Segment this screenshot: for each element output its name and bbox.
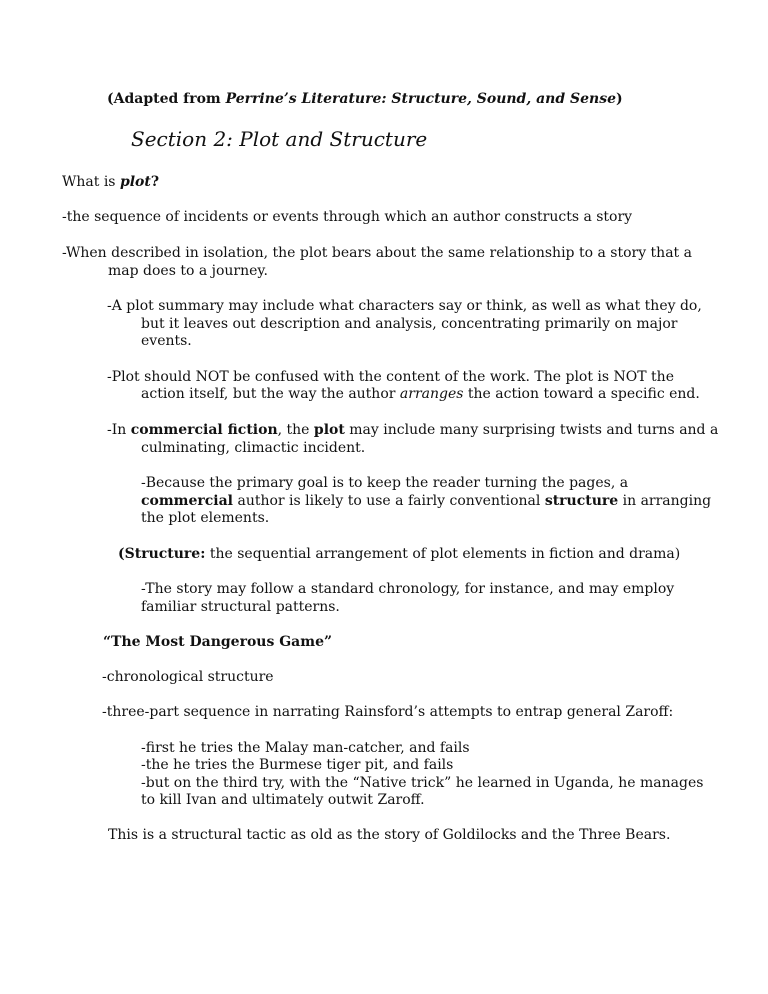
chronology-line-2: familiar structural patterns. — [141, 599, 340, 615]
summary-line-1: -A plot summary may include what characters say or think, as well as what they do, — [107, 298, 702, 314]
structure-text: the sequential arrangement of plot elements in fiction and drama) — [205, 546, 681, 562]
commercial-a: -In — [107, 422, 131, 438]
plot-definition: -the sequence of incidents or events through which an author constructs a story — [62, 209, 633, 225]
commercial-d: may include many surprising twists and turns and a — [344, 422, 719, 438]
story-title — [103, 634, 332, 652]
adapted-suffix: ) — [615, 91, 623, 107]
paren-open: ( — [118, 546, 125, 562]
summary-line-2: but it leaves out description and analysis, concentrating primarily on major — [141, 316, 678, 332]
attempt-second: -the he tries the Burmese tiger pit, and fails — [141, 757, 454, 773]
goal-line-2 — [141, 493, 711, 511]
content-line-2-a: action itself, but the way the author — [141, 386, 400, 402]
commercial-term: commercial — [141, 493, 234, 509]
attempt-first: -first he tries the Malay man-catcher, and fails — [141, 740, 470, 756]
goal-line-1: -Because the primary goal is to keep the reader turning the pages, a — [141, 475, 629, 491]
three-part-sequence: -three-part sequence in narrating Rainsford’s attempts to entrap general Zaroff: — [102, 704, 674, 720]
structure-term: structure — [544, 493, 619, 509]
closing-remark: This is a structural tactic as old as the story of Goldilocks and the Three Bears. — [108, 827, 671, 843]
structure-label: Structure: — [124, 546, 206, 562]
analogy-line-2: map does to a journey. — [108, 263, 268, 279]
chronology-line-1: -The story may follow a standard chronology, for instance, and may employ — [141, 581, 675, 597]
section-title: Section 2: Plot and Structure — [131, 127, 428, 151]
analogy-line-1: -When described in isolation, the plot bears about the same relationship to a story that a — [62, 245, 692, 261]
chronological-structure: -chronological structure — [102, 669, 274, 685]
goal-line-2-a: author is likely to use a fairly conventional — [233, 493, 545, 509]
commercial-fiction-term: commercial fiction — [130, 422, 278, 438]
arranges-emphasis: arranges — [399, 386, 464, 402]
content-line-2 — [141, 386, 700, 404]
commercial-line-1 — [107, 422, 718, 440]
commercial-line-2: culminating, climactic incident. — [141, 440, 366, 456]
goal-line-2-c: in arranging — [618, 493, 712, 509]
structure-definition — [118, 546, 680, 564]
adapted-from-line — [107, 91, 623, 109]
plot-term: plot — [313, 422, 345, 438]
content-line-1: -Plot should NOT be confused with the content of the work. The plot is NOT the — [107, 369, 674, 385]
attempt-third-line-2: to kill Ivan and ultimately outwit Zaroff. — [141, 792, 425, 808]
commercial-c: , the — [277, 422, 314, 438]
story-title-text: “The Most Dangerous Game” — [103, 634, 333, 650]
adapted-prefix: (Adapted from — [107, 91, 226, 107]
question-term: plot — [119, 174, 151, 190]
question-prefix: What is — [62, 174, 120, 190]
question-suffix: ? — [150, 174, 160, 190]
source-title: Perrine’s Literature: Structure, Sound, and Sense — [225, 91, 616, 107]
goal-line-3: the plot elements. — [141, 510, 270, 526]
plot-question — [62, 174, 159, 192]
summary-line-3: events. — [141, 333, 192, 349]
attempt-third-line-1: -but on the third try, with the “Native trick” he learned in Uganda, he manages — [141, 775, 704, 791]
content-line-2-b: the action toward a specific end. — [463, 386, 700, 402]
